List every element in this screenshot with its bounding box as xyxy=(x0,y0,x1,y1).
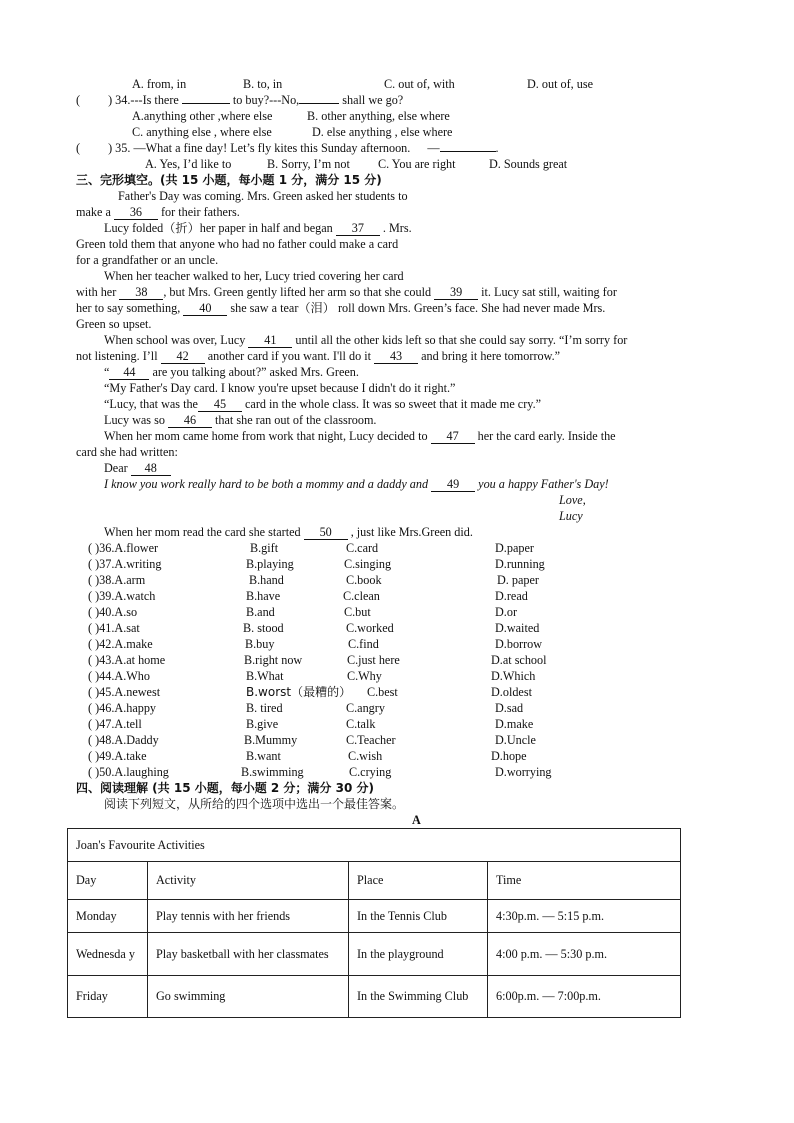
passage-line: Green so upset. xyxy=(76,317,152,331)
blank-44[interactable]: 44 xyxy=(109,365,149,380)
option-d: D.at school xyxy=(491,653,547,667)
option-row-q: ( )47.A.tell xyxy=(88,717,142,731)
table-cell: 6:00p.m. — 7:00p.m. xyxy=(488,976,681,1018)
table-row xyxy=(68,976,681,1018)
table-header-cell: Place xyxy=(349,862,488,900)
option-c: C.but xyxy=(344,605,371,619)
blank-46[interactable]: 46 xyxy=(168,413,212,428)
blank-50[interactable]: 50 xyxy=(304,525,348,540)
option-d: D.worrying xyxy=(495,765,552,779)
q34-option-a: A.anything other ,where else xyxy=(132,109,273,123)
table-cell: Monday xyxy=(68,900,148,933)
blank-42[interactable]: 42 xyxy=(161,349,205,364)
option-c: C.Teacher xyxy=(346,733,396,747)
q35-dash: — xyxy=(427,141,440,155)
option-b: B.want xyxy=(246,749,281,763)
option-d: D.oldest xyxy=(491,685,532,699)
q34-option-d: D. else anything , else where xyxy=(312,125,453,139)
q35-option-d: D. Sounds great xyxy=(489,157,568,171)
q34-option-c: C. anything else , where else xyxy=(132,125,272,139)
section-3-title: 三、完形填空。(共 15 小题，每小题 1 分，满分 15 分) xyxy=(76,173,382,187)
option-c: C.crying xyxy=(349,765,392,779)
option-row-q: ( )43.A.at home xyxy=(88,653,166,667)
table-header-cell: Time xyxy=(488,862,681,900)
passage-line: her to say something, 40 she saw a tear（泪） roll down Mrs. Green’s face. She had never made Mrs. xyxy=(76,301,606,315)
option-row-q: ( )36.A.flower xyxy=(88,541,159,555)
q33-option-d: D. out of, use xyxy=(527,77,594,91)
option-row-q: ( )42.A.make xyxy=(88,637,153,651)
blank-41[interactable]: 41 xyxy=(248,333,292,348)
passage-line: not listening. I’ll 42 another card if you want. I'll do it 43 and bring it here tomorrow.” xyxy=(76,349,561,363)
table-cell: In the playground xyxy=(349,933,488,976)
blank-49[interactable]: 49 xyxy=(431,477,475,492)
option-d: D.paper xyxy=(495,541,534,555)
passage-line: When school was over, Lucy 41 until all the other kids left so that she could say sorry. “I’m sorry for xyxy=(104,333,628,347)
option-row-q: ( )41.A.sat xyxy=(88,621,140,635)
q34-blank-2[interactable] xyxy=(299,103,339,104)
q35-number: 35. xyxy=(115,141,131,155)
passage-line: Green told them that anyone who had no father could make a card xyxy=(76,237,399,251)
table-cell: In the Tennis Club xyxy=(349,900,488,933)
q35-option-a: A. Yes, I’d like to xyxy=(145,157,232,171)
option-b: B.right now xyxy=(244,653,303,667)
q34-number: 34. xyxy=(115,93,131,107)
q35-stem xyxy=(76,140,499,156)
blank-36[interactable]: 36 xyxy=(114,205,158,220)
option-c: C.clean xyxy=(343,589,380,603)
blank-37[interactable]: 37 xyxy=(336,221,380,236)
option-d: D.running xyxy=(495,557,545,571)
q35-dot: . xyxy=(495,141,499,155)
passage-line: When her mom read the card she started 50 , just like Mrs.Green did. xyxy=(104,525,473,539)
passage-line: “ 44 are you talking about?” asked Mrs. Green. xyxy=(104,365,359,379)
option-d: D.or xyxy=(495,605,518,619)
option-d: D.hope xyxy=(491,749,527,763)
passage-line: for a grandfather or an uncle. xyxy=(76,253,219,267)
table-caption: Joan's Favourite Activities xyxy=(68,829,681,862)
blank-43[interactable]: 43 xyxy=(374,349,418,364)
option-c: C.card xyxy=(346,541,379,555)
option-c: C.Why xyxy=(347,669,382,683)
table-cell: In the Swimming Club xyxy=(349,976,488,1018)
option-c: C.angry xyxy=(346,701,385,715)
option-b: B.Mummy xyxy=(244,733,298,747)
blank-48[interactable]: 48 xyxy=(131,461,171,476)
blank-45[interactable]: 45 xyxy=(198,397,242,412)
q33-option-a: A. from, in xyxy=(132,77,187,91)
passage-line: Lucy folded（折）her paper in half and began 37 . Mrs. xyxy=(104,221,412,235)
blank-39[interactable]: 39 xyxy=(434,285,478,300)
passage-line: with her 38 , but Mrs. Green gently lifted her arm so that she could 39 it. Lucy sat still, waiting for xyxy=(76,285,617,299)
option-row-q: ( )50.A.laughing xyxy=(88,765,169,779)
section-4-instruction: 阅读下列短文，从所给的四个选项中选出一个最佳答案。 xyxy=(104,797,405,811)
q35-option-b: B. Sorry, I’m not xyxy=(267,157,350,171)
option-b: B.swimming xyxy=(241,765,304,779)
option-d: D.make xyxy=(495,717,534,731)
option-row-q: ( )48.A.Daddy xyxy=(88,733,159,747)
option-row-q: ( )49.A.take xyxy=(88,749,147,763)
option-c: C.singing xyxy=(344,557,392,571)
table-header-cell: Day xyxy=(68,862,148,900)
q33-option-b: B. to, in xyxy=(243,77,283,91)
table-cell: 4:00 p.m. — 5:30 p.m. xyxy=(488,933,681,976)
table-cell: Wednesda y xyxy=(68,933,148,976)
option-b: B.buy xyxy=(245,637,275,651)
passage-line: Lucy was so 46 that she ran out of the classroom. xyxy=(104,413,377,427)
option-d: D.borrow xyxy=(495,637,543,651)
letter-signature: Lucy xyxy=(559,509,583,523)
table-cell: Play tennis with her friends xyxy=(148,900,349,933)
option-d: D.sad xyxy=(495,701,524,715)
option-c: C.just here xyxy=(347,653,400,667)
passage-line: When her mom came home from work that night, Lucy decided to 47 her the card early. Inside the xyxy=(104,429,616,443)
part-label: A xyxy=(412,813,421,827)
option-d: D.waited xyxy=(495,621,540,635)
option-b: B.hand xyxy=(249,573,284,587)
option-b: B.gift xyxy=(250,541,279,555)
passage-line: “My Father's Day card. I know you're upset because I didn't do it right.” xyxy=(104,381,456,395)
option-d: D.read xyxy=(495,589,528,603)
option-c: C.find xyxy=(348,637,379,651)
option-c: C.book xyxy=(346,573,382,587)
option-c: C.talk xyxy=(346,717,376,731)
option-d: D.Which xyxy=(491,669,536,683)
q34-blank-1[interactable] xyxy=(182,103,230,104)
option-d: D.Uncle xyxy=(495,733,536,747)
passage-line: “Lucy, that was the 45 card in the whole class. It was so sweet that it made me cry.” xyxy=(104,397,542,411)
letter-closing: Love, xyxy=(559,493,586,507)
option-b: B. stood xyxy=(243,621,284,635)
option-b: B. tired xyxy=(246,701,283,715)
option-row-q: ( )44.A.Who xyxy=(88,669,150,683)
table-cell: 4:30p.m. — 5:15 p.m. xyxy=(488,900,681,933)
q34-option-b: B. other anything, else where xyxy=(307,109,450,123)
table-cell: Go swimming xyxy=(148,976,349,1018)
option-b: B.worst（最糟的） xyxy=(246,685,352,699)
option-row-q: ( )45.A.newest xyxy=(88,685,161,699)
q34-stem xyxy=(76,92,403,108)
q35-answer-paren-close: ) xyxy=(108,141,113,155)
passage-line: Father's Day was coming. Mrs. Green asked her students to xyxy=(118,189,408,203)
q34-text-pre: ---Is there xyxy=(130,93,179,107)
q35-blank[interactable] xyxy=(440,151,496,152)
q34-answer-paren-open: ( xyxy=(76,93,81,107)
q34-text-mid: to buy?---No, xyxy=(232,93,300,107)
passage-line: card she had written: xyxy=(76,445,178,459)
option-b: B.and xyxy=(246,605,275,619)
table-row xyxy=(68,900,681,933)
option-b: B.have xyxy=(246,589,281,603)
option-row-q: ( )46.A.happy xyxy=(88,701,157,715)
option-b: B.give xyxy=(246,717,279,731)
option-c: C.wish xyxy=(348,749,383,763)
section-4-title: 四、阅读理解 (共 15 小题，每小题 2 分；满分 30 分) xyxy=(76,781,374,795)
option-c: C.best xyxy=(367,685,398,699)
blank-38[interactable]: 38 xyxy=(119,285,163,300)
table-cell: Play basketball with her classmates xyxy=(148,933,349,976)
option-b: B.playing xyxy=(246,557,294,571)
option-row-q: ( )38.A.arm xyxy=(88,573,146,587)
q34-text-post: shall we go? xyxy=(342,93,404,107)
q35-option-c: C. You are right xyxy=(378,157,456,171)
table-header-cell: Activity xyxy=(148,862,349,900)
activities-table xyxy=(67,828,681,1018)
option-row-q: ( )40.A.so xyxy=(88,605,138,619)
passage-line: When her teacher walked to her, Lucy tried covering her card xyxy=(104,269,404,283)
table-row xyxy=(68,933,681,976)
table-cell: Friday xyxy=(68,976,148,1018)
q35-text: —What a fine day! Let’s fly kites this Sunday afternoon. xyxy=(133,141,411,155)
q35-answer-paren-open: ( xyxy=(76,141,81,155)
option-c: C.worked xyxy=(346,621,394,635)
passage-line: I know you work really hard to be both a mommy and a daddy and 49 you a happy Father's Day! xyxy=(104,477,609,491)
q33-option-c: C. out of, with xyxy=(384,77,455,91)
blank-40[interactable]: 40 xyxy=(183,301,227,316)
option-b: B.What xyxy=(246,669,284,683)
q34-answer-paren-close: ) xyxy=(108,93,113,107)
passage-line: Dear 48 xyxy=(104,460,171,476)
blank-47[interactable]: 47 xyxy=(431,429,475,444)
option-row-q: ( )37.A.writing xyxy=(88,557,162,571)
passage-line: make a 36 for their fathers. xyxy=(76,205,240,219)
option-d: D. paper xyxy=(497,573,539,587)
option-row-q: ( )39.A.watch xyxy=(88,589,156,603)
